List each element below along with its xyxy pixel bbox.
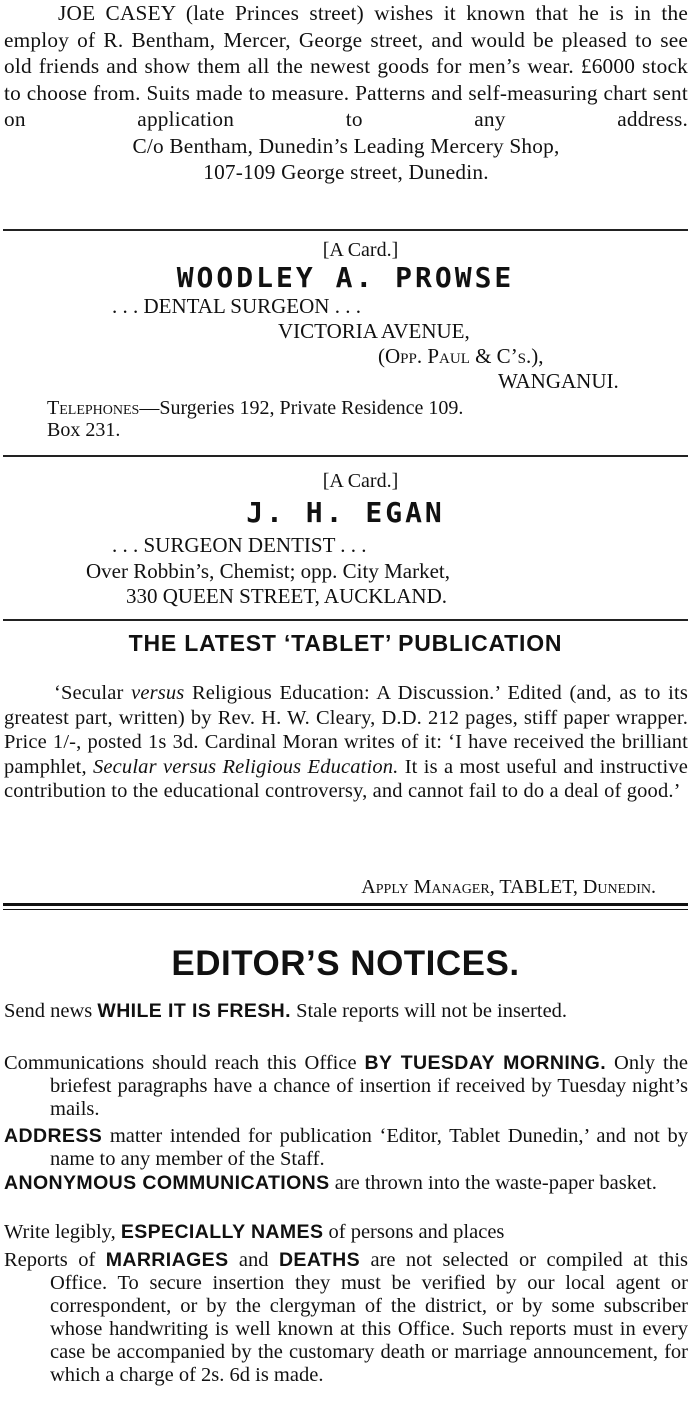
card-title: . . . SURGEON DENTIST . . . bbox=[112, 533, 367, 557]
publication-body: ‘Secular versus Religious Education: A Discussion.’ Edited (and, as to its greatest part, written) by Rev. H. W. Cleary, D.D. 212 pages, stiff paper wrapper. Price 1/-, posted 1s 3d. Cardinal Moran writes of it: ‘I have received the brilliant pamphlet, Secular versus Religious Education. It is a most useful and instructive contribution to the educational controversy, and cannot fail to do a deal of good.’ bbox=[4, 682, 688, 802]
card-address-1: VICTORIA AVENUE, bbox=[278, 319, 470, 343]
egan-card bbox=[0, 467, 691, 609]
prowse-card bbox=[0, 238, 691, 441]
notice-item: Reports of MARRIAGES and DEATHS are not selected or compiled at this Office. To secure insertion they must be verified by our local agent or correspondent, or by the clergyman of the district, or by some subscriber whose handwriting is well known at this Office. Such reports must in every case be accompanied by the customary death or marriage announcement, for which a charge of 2s. 6d is made. bbox=[4, 1249, 689, 1386]
card-box: Box 231. bbox=[47, 419, 121, 441]
notice-item: Send news WHILE IT IS FRESH. Stale reports will not be inserted. bbox=[4, 1000, 568, 1022]
notice-item: Communications should reach this Office BY TUESDAY MORNING. Only the briefest paragraphs have a chance of insertion if received by Tuesday night’s mails. bbox=[4, 1052, 689, 1120]
divider bbox=[3, 619, 688, 621]
divider bbox=[3, 455, 688, 457]
card-name: J. H. EGAN bbox=[246, 496, 445, 529]
card-address-2: (Opp. Paul & C’s.), bbox=[378, 344, 544, 368]
notice-item: Write legibly, ESPECIALLY NAMES of persons and places bbox=[4, 1221, 505, 1243]
notice-item: ANONYMOUS COMMUNICATIONS are thrown into the waste-paper basket. bbox=[4, 1172, 657, 1194]
card-name: WOODLEY A. PROWSE bbox=[176, 261, 515, 294]
casey-signature-line-2: 107-109 George street, Dunedin. bbox=[203, 160, 489, 184]
editors-notices-title: EDITOR’S NOTICES. bbox=[171, 944, 520, 983]
card-title: . . . DENTAL SURGEON . . . bbox=[112, 294, 361, 318]
card-header: [A Card.] bbox=[322, 239, 399, 261]
divider bbox=[3, 229, 688, 231]
casey-body: JOE CASEY (late Princes street) wishes it known that he is in the employ of R. Bentham, Mercer, George street, and would be pleased to see old friends and show them all the newest goods for men’s wear. £6000 stock to choose from. Suits made to measure. Patterns and self-measuring chart sent on application to any address. bbox=[4, 1, 688, 131]
double-divider bbox=[3, 903, 688, 906]
card-address-2: 330 QUEEN STREET, AUCKLAND. bbox=[126, 584, 448, 608]
notice-item: ADDRESS matter intended for publication ‘Editor, Tablet Dunedin,’ and not by name to any member of the Staff. bbox=[4, 1125, 688, 1170]
card-address-3: WANGANUI. bbox=[498, 369, 619, 393]
card-header: [A Card.] bbox=[322, 470, 399, 492]
card-address-1: Over Robbin’s, Chemist; opp. City Market, bbox=[86, 559, 450, 583]
casey-advertisement bbox=[4, 0, 688, 186]
publication-apply-line: Apply Manager, TABLET, Dunedin. bbox=[361, 876, 656, 898]
casey-signature-line-1: C/o Bentham, Dunedin’s Leading Mercery Shop, bbox=[132, 133, 560, 158]
publication-title: THE LATEST ‘TABLET’ PUBLICATION bbox=[128, 630, 563, 656]
card-telephones: Telephones—Surgeries 192, Private Residence 109. bbox=[47, 397, 464, 419]
